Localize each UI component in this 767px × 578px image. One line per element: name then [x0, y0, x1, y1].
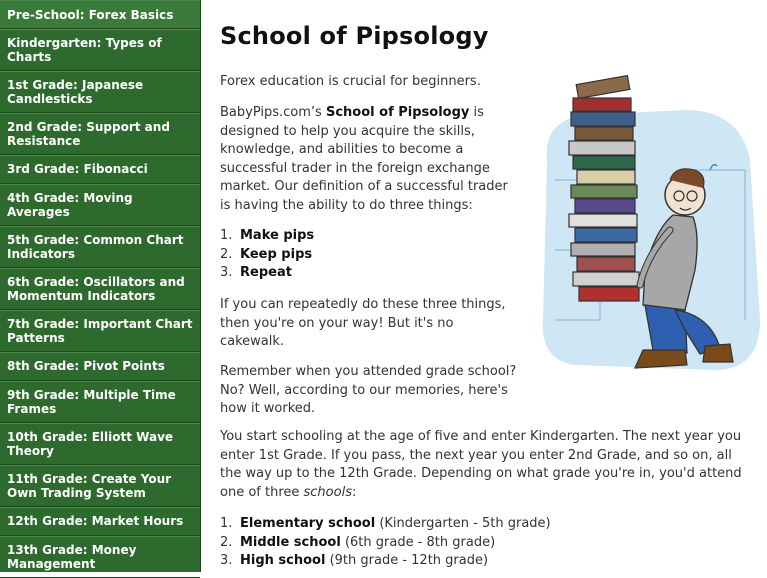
schooling-italic: schools [303, 484, 352, 500]
sidebar-item-3rd-grade[interactable]: 3rd Grade: Fibonacci [0, 155, 200, 184]
list-number: 3. [220, 265, 233, 280]
sidebar-item-pre-school[interactable]: Pre-School: Forex Basics [0, 0, 200, 29]
school-name: Middle school [240, 534, 341, 550]
sidebar-item-1st-grade[interactable]: 1st Grade: Japanese Candlesticks [0, 71, 200, 113]
sidebar-item-11th-grade[interactable]: 11th Grade: Create Your Own Trading System [0, 465, 200, 507]
list-number: 2. [220, 534, 233, 550]
student-carrying-books-illustration [535, 70, 765, 380]
sidebar-item-kindergarten[interactable]: Kindergarten: Types of Charts [0, 29, 200, 71]
sidebar-item-7th-grade[interactable]: 7th Grade: Important Chart Patterns [0, 310, 200, 352]
description-brand: School of Pipsology [325, 105, 470, 120]
school-name: High school [240, 553, 326, 568]
page-title: School of Pipsology [220, 22, 489, 50]
description-suffix: is designed to help you acquire the skills, knowledge, and abilities to become a successful trader in the foreign exchange market. Our definition of a successful trader is having the ability to do three things: [220, 105, 508, 213]
description-prefix: BabyPips.com’s [220, 105, 326, 120]
sidebar-item-4th-grade[interactable]: 4th Grade: Moving Averages [0, 184, 200, 226]
list-item [220, 227, 520, 246]
sidebar-item-12th-grade[interactable]: 12th Grade: Market Hours [0, 507, 200, 536]
list-number: 2. [220, 246, 233, 262]
schooling-suffix: : [351, 484, 357, 500]
list-item [220, 264, 520, 283]
list-label: Make pips [240, 228, 315, 243]
list-item [220, 515, 755, 534]
sidebar-item-2nd-grade[interactable]: 2nd Grade: Support and Resistance [0, 113, 200, 155]
list-label: Keep pips [240, 246, 313, 262]
school-name: Elementary school [240, 516, 376, 531]
description-paragraph [220, 104, 520, 215]
things-list [220, 227, 520, 283]
sidebar-item-9th-grade[interactable]: 9th Grade: Multiple Time Frames [0, 381, 200, 423]
schools-list [220, 515, 755, 571]
sidebar-item-5th-grade[interactable]: 5th Grade: Common Chart Indicators [0, 226, 200, 268]
schooling-prefix: You start schooling at the age of five and enter Kindergarten. The next year you enter 1st Grade. If you pass, the next year you enter 2nd Grade, and so on, all the way up to the 12th Grade. Depending on what grade you're in, you'd attend one of three [220, 429, 742, 500]
school-range: (9th grade - 12th grade) [325, 553, 489, 568]
sidebar-item-6th-grade[interactable]: 6th Grade: Oscillators and Momentum Indicators [0, 268, 200, 310]
sidebar-nav [0, 0, 201, 572]
list-number: 1. [220, 516, 233, 531]
sidebar-item-8th-grade[interactable]: 8th Grade: Pivot Points [0, 352, 200, 381]
repeat-paragraph: If you can repeatedly do these three things, then you're on your way! But it's no cakewalk. [220, 297, 506, 349]
list-label: Repeat [240, 265, 292, 280]
list-number: 1. [220, 228, 233, 243]
list-item [220, 534, 755, 553]
school-range: (6th grade - 8th grade) [340, 534, 496, 550]
sidebar-item-10th-grade[interactable]: 10th Grade: Elliott Wave Theory [0, 423, 200, 465]
list-number: 3. [220, 553, 233, 568]
sidebar-item-13th-grade[interactable]: 13th Grade: Money Management [0, 536, 200, 578]
remember-paragraph: Remember when you attended grade school? No? Well, according to our memories, here's how it worked. [220, 364, 517, 416]
intro-text: Forex education is crucial for beginners. [220, 74, 481, 89]
school-range: (Kindergarten - 5th grade) [375, 516, 551, 531]
list-item [220, 246, 520, 265]
schooling-paragraph [220, 428, 755, 502]
list-item [220, 552, 755, 571]
